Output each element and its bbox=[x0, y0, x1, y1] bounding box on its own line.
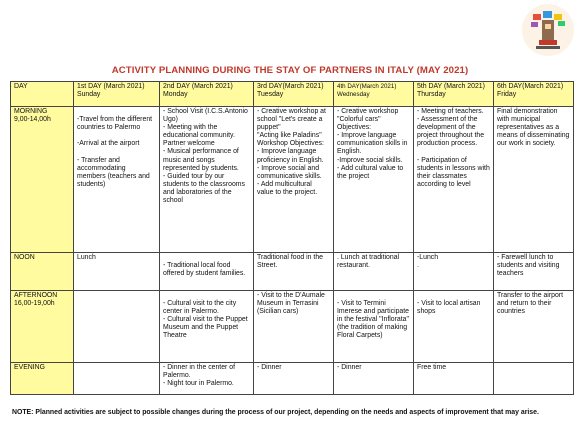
table-cell bbox=[74, 363, 160, 395]
table-cell: - Creative workshop "Colorful cars" Objectives: - Improve language communication skills in English. -Improve social skills. - Add cultural value to the project bbox=[334, 107, 414, 253]
footer-note: NOTE: Planned activities are subject to possible changes during the process of our project, depending on the needs and aspects of improvement that may arise. bbox=[12, 409, 539, 416]
table-cell: - Farewell lunch to students and visiting teachers bbox=[494, 253, 574, 291]
table-cell: - Creative workshop at school "Let's create a puppet" "Acting like Paladins" Workshop Objectives: - Improve language proficiency in English. - Improve social and communicative skills. - Add multicultural value to the project. bbox=[254, 107, 334, 253]
table-cell: - Traditional local food offered by student families. bbox=[160, 253, 254, 291]
row-label-noon: NOON bbox=[11, 253, 74, 291]
header-day-1: 1st DAY (March 2021) Sunday bbox=[74, 82, 160, 107]
table-cell: Free time bbox=[414, 363, 494, 395]
table-cell: - Visit to Termini Imerese and participate in the festival "Inflorata" (the tradition of making Floral Carpets) bbox=[334, 291, 414, 363]
table-cell: Final demonstration with municipal representatives as a means of disseminating our work in society. bbox=[494, 107, 574, 253]
header-day-4: 4th DAY(March 2021) Wednesday bbox=[334, 82, 414, 107]
row-label-afternoon: AFTERNOON 16,00-19,00h bbox=[11, 291, 74, 363]
table-cell: Transfer to the airport and return to their countries bbox=[494, 291, 574, 363]
table-row-morning bbox=[11, 107, 574, 253]
table-cell: Traditional food in the Street. bbox=[254, 253, 334, 291]
table-cell bbox=[494, 363, 574, 395]
table-cell: . Lunch at traditional restaurant. bbox=[334, 253, 414, 291]
activity-planning-table bbox=[10, 81, 574, 395]
header-day-3: 3rd DAY(March 2021) Tuesday bbox=[254, 82, 334, 107]
header-day: DAY bbox=[11, 82, 74, 107]
table-row-noon bbox=[11, 253, 574, 291]
table-cell: Lunch bbox=[74, 253, 160, 291]
row-label-evening: EVENING bbox=[11, 363, 74, 395]
table-cell: - Meeting of teachers. - Assessment of the development of the project throughout the production process. - Participation of students in lessons with their classmates according to level bbox=[414, 107, 494, 253]
table-row-evening bbox=[11, 363, 574, 395]
page-title: ACTIVITY PLANNING DURING THE STAY OF PARTNERS IN ITALY (MAY 2021) bbox=[111, 65, 469, 76]
logo-illustration-icon bbox=[520, 2, 576, 58]
header-day-5: 5th DAY (March 2021) Thursday bbox=[414, 82, 494, 107]
table-cell: - Visit to local artisan shops bbox=[414, 291, 494, 363]
table-cell: - Dinner in the center of Palermo. - Night tour in Palermo. bbox=[160, 363, 254, 395]
header-day-6: 6th DAY(March 2021) Friday bbox=[494, 82, 574, 107]
table-cell: - Cultural visit to the city center in Palermo. - Cultural visit to the Puppet Museum and the Puppet Theatre bbox=[160, 291, 254, 363]
project-logo bbox=[520, 2, 576, 58]
header-day-2: 2nd DAY (March 2021) Monday bbox=[160, 82, 254, 107]
table-cell: - Dinner bbox=[254, 363, 334, 395]
table-cell: - School Visit (I.C.S.Antonio Ugo) - Meeting with the educational community. Partner welcome - Musical performance of music and songs represented by students. - Guided tour by our students to the classrooms and laboratories of the school bbox=[160, 107, 254, 253]
table-cell: - Dinner bbox=[334, 363, 414, 395]
table-cell bbox=[74, 291, 160, 363]
table-cell: -Lunch . bbox=[414, 253, 494, 291]
table-row-afternoon bbox=[11, 291, 574, 363]
row-label-morning: MORNING 9,00-14,00h bbox=[11, 107, 74, 253]
table-cell: -Travel from the different countries to Palermo -Arrival at the airport - Transfer and accommodating members (teachers and students) bbox=[74, 107, 160, 253]
table-cell: - Visit to the D'Aumale Museum in Terrasini (Sicilian cars) bbox=[254, 291, 334, 363]
table-header-row bbox=[11, 82, 574, 107]
